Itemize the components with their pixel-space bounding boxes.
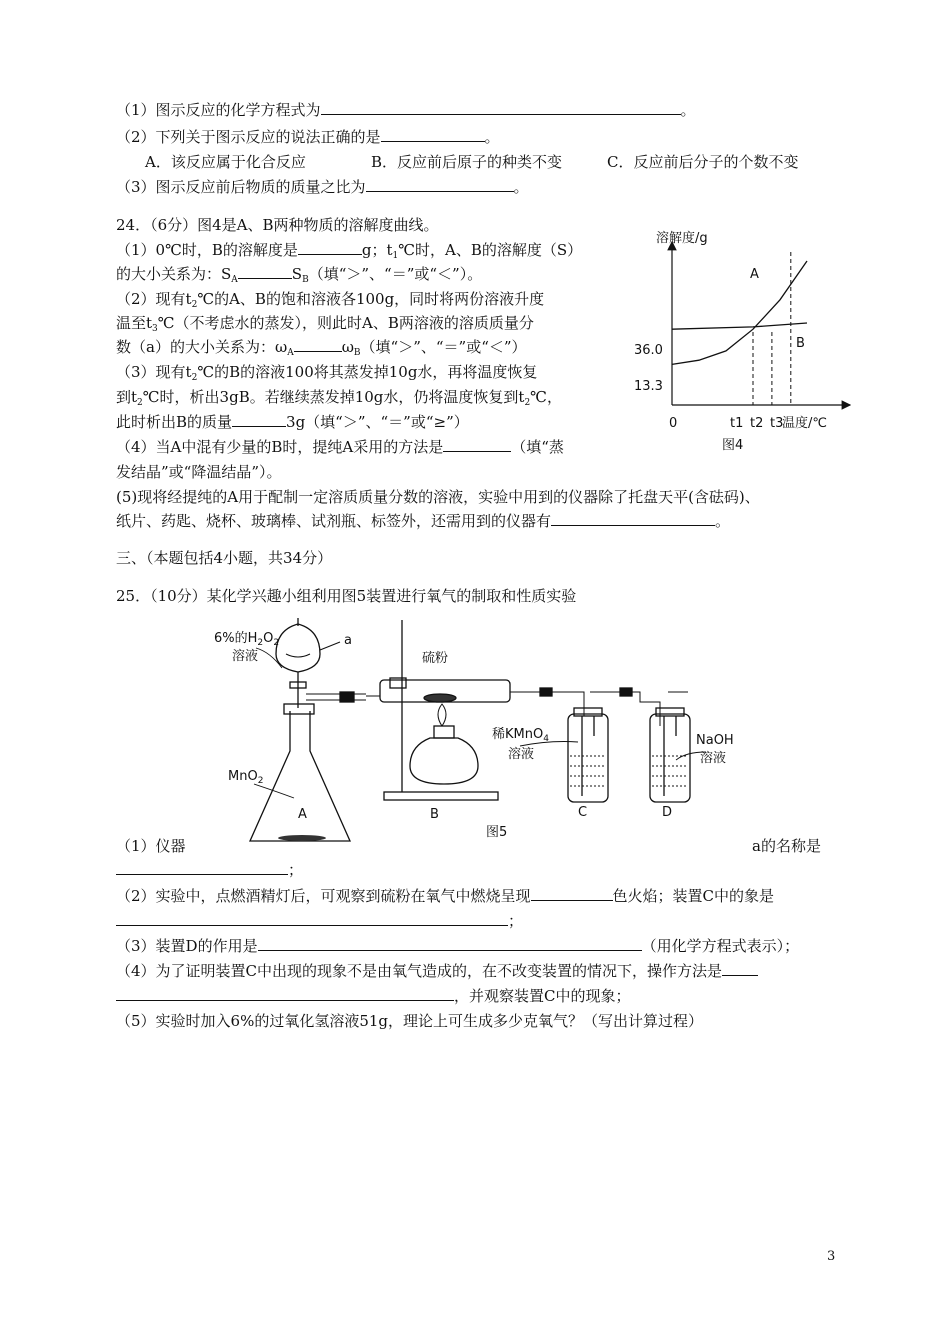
answer-blank[interactable] [443,437,511,452]
answer-blank[interactable] [381,127,485,142]
q25-part4b: ，并观察装置C中的现象； [116,986,630,1006]
q25-part1b: a的名称是 [752,837,821,855]
svg-text:MnO2: MnO$_2$ [228,769,264,786]
q25-title: 25．（10分）某化学兴趣小组利用图5装置进行氧气的制取和性质实验 [116,587,577,605]
answer-blank[interactable] [722,961,758,976]
q23-option-a: A．该反应属于化合反应 [145,153,306,171]
x-tick-label: t1 [730,416,744,431]
series-label-b: B [796,336,805,351]
answer-blank[interactable] [366,177,514,192]
answer-blank[interactable] [551,511,715,526]
apparatus-figure [190,616,770,844]
wash-bottle-c [568,714,608,802]
x-tick-label: t2 [750,416,764,431]
answer-blank[interactable] [116,986,454,1001]
q25-part3: （3）装置D的作用是 （用化学方程式表示）； [116,937,800,955]
label-naoh: NaOH [696,733,734,748]
q25-part2: （2）实验中，点燃酒精灯后，可观察到硫粉在氧气中燃烧呈现 色火焰；装置C中的象是 [116,887,775,905]
answer-blank[interactable] [232,412,286,427]
q23-option-b: B．反应前后原子的种类不变 [371,153,563,171]
q24-line3: （2）现有$t_2℃$的A、B的饱和溶液各100g，同时将两份溶液升度 [116,290,545,310]
q25-part1a: （1）仪器 [116,837,186,855]
q25-part5: （5）实验时加入6%的过氧化氢溶液51g，理论上可生成多少克氧气？（写出计算过程） [116,1012,704,1030]
solubility-chart [620,222,860,460]
answer-blank[interactable] [294,337,342,352]
answer-blank[interactable] [116,911,508,926]
y-tick-label: 13.3 [634,379,663,394]
q25-part4: （4）为了证明装置C中出现的现象不是由氧气造成的，在不改变装置的情况下，操作方法是 [116,961,758,981]
q24-line12: 纸片、药匙、烧杯、玻璃棒、试剂瓶、标签外，还需用到的仪器有 。 [116,512,731,530]
section-heading: 三、（本题包括4小题，共34分） [116,549,333,567]
label-B: B [430,807,439,822]
q24-line10: 发结晶”或“降温结晶”）。 [116,463,282,481]
figure-caption: 图5 [486,825,508,840]
answer-blank[interactable] [298,240,362,255]
chart-caption: 图4 [722,438,744,453]
q24-line5: 数（a）的大小关系为：$\omega_A$ $\omega_B$（填“＞”、“＝”或“＜”） [116,338,527,358]
q24-line1: （1）0℃时，B的溶解度是 g；$t_1℃$时，A、B的溶解度（S） [116,241,583,261]
label-C: C [578,805,588,820]
label-sulfur: 硫粉 [422,651,449,666]
series-label-a: A [750,267,759,282]
label-solution-c: 溶液 [508,747,535,762]
label-A: A [298,807,307,822]
answer-blank[interactable] [238,264,292,279]
q24-line4: 温至$t_3℃$（不考虑水的蒸发），则此时A、B两溶液的溶质质量分 [116,314,534,334]
alcohol-lamp [410,738,478,784]
q25-part1c: ； [116,860,303,880]
svg-text:6%的H2O2: 6%的$H_2O_2$ [214,631,280,648]
separatory-funnel [276,624,320,672]
q23-part2: （2）下列关于图示反应的说法正确的是 。 [116,128,500,146]
q24-line2: 的大小关系为：$S_A$ $S_B$（填“＞”、“＝”或“＜”）。 [116,265,483,285]
q24-line9: （4）当A中混有少量的B时，提纯A采用的方法是 （填“蒸 [116,438,564,456]
y-tick-label: 36.0 [634,343,663,358]
q23-part3: （3）图示反应前后物质的质量之比为 。 [116,178,529,196]
wash-bottle-d [650,714,690,802]
origin-label: 0 [669,416,678,431]
answer-blank[interactable] [116,860,288,875]
page-number: 3 [827,1249,836,1264]
label-solution-a: 溶液 [232,649,259,664]
q23-option-c: C．反应前后分子的个数不变 [607,153,799,171]
y-axis-label: 溶解度/g [656,231,708,246]
solubility-curve-b [672,323,807,329]
q24-line8: 此时析出B的质量 3g（填“＞”、“＝”或“≥”） [116,413,469,431]
x-tick-label: t3 [770,416,784,431]
q23-part1: （1）图示反应的化学方程式为 。 [116,101,696,119]
solubility-curve-a [672,261,807,364]
svg-text:稀KMnO4: 稀KMnO$_4$ [492,727,549,744]
answer-blank[interactable] [258,936,642,951]
label-a: a [344,633,352,648]
q24-line7: 到$t_2℃$时，析出3gB。若继续蒸发掉10g水，仍将温度恢复到$t_2℃$， [116,388,562,408]
sulfur-powder [424,694,456,702]
q25-part2c: ； [116,911,523,931]
q24-line11: (5)现将经提纯的A用于配制一定溶质质量分数的溶液，实验中用到的仪器除了托盘天平(含砝码)、 [116,488,760,506]
answer-blank[interactable] [321,100,681,115]
answer-blank[interactable] [531,886,613,901]
x-axis-label: 温度/℃ [782,416,827,431]
label-D: D [662,805,673,820]
label-solution-d: 溶液 [700,751,727,766]
q24-line6: （3）现有$t_2℃$的B的溶液100将其蒸发掉10g水，再将温度恢复 [116,363,538,383]
q24-title: 24．（6分）图4是A、B两种物质的溶解度曲线。 [116,216,439,234]
